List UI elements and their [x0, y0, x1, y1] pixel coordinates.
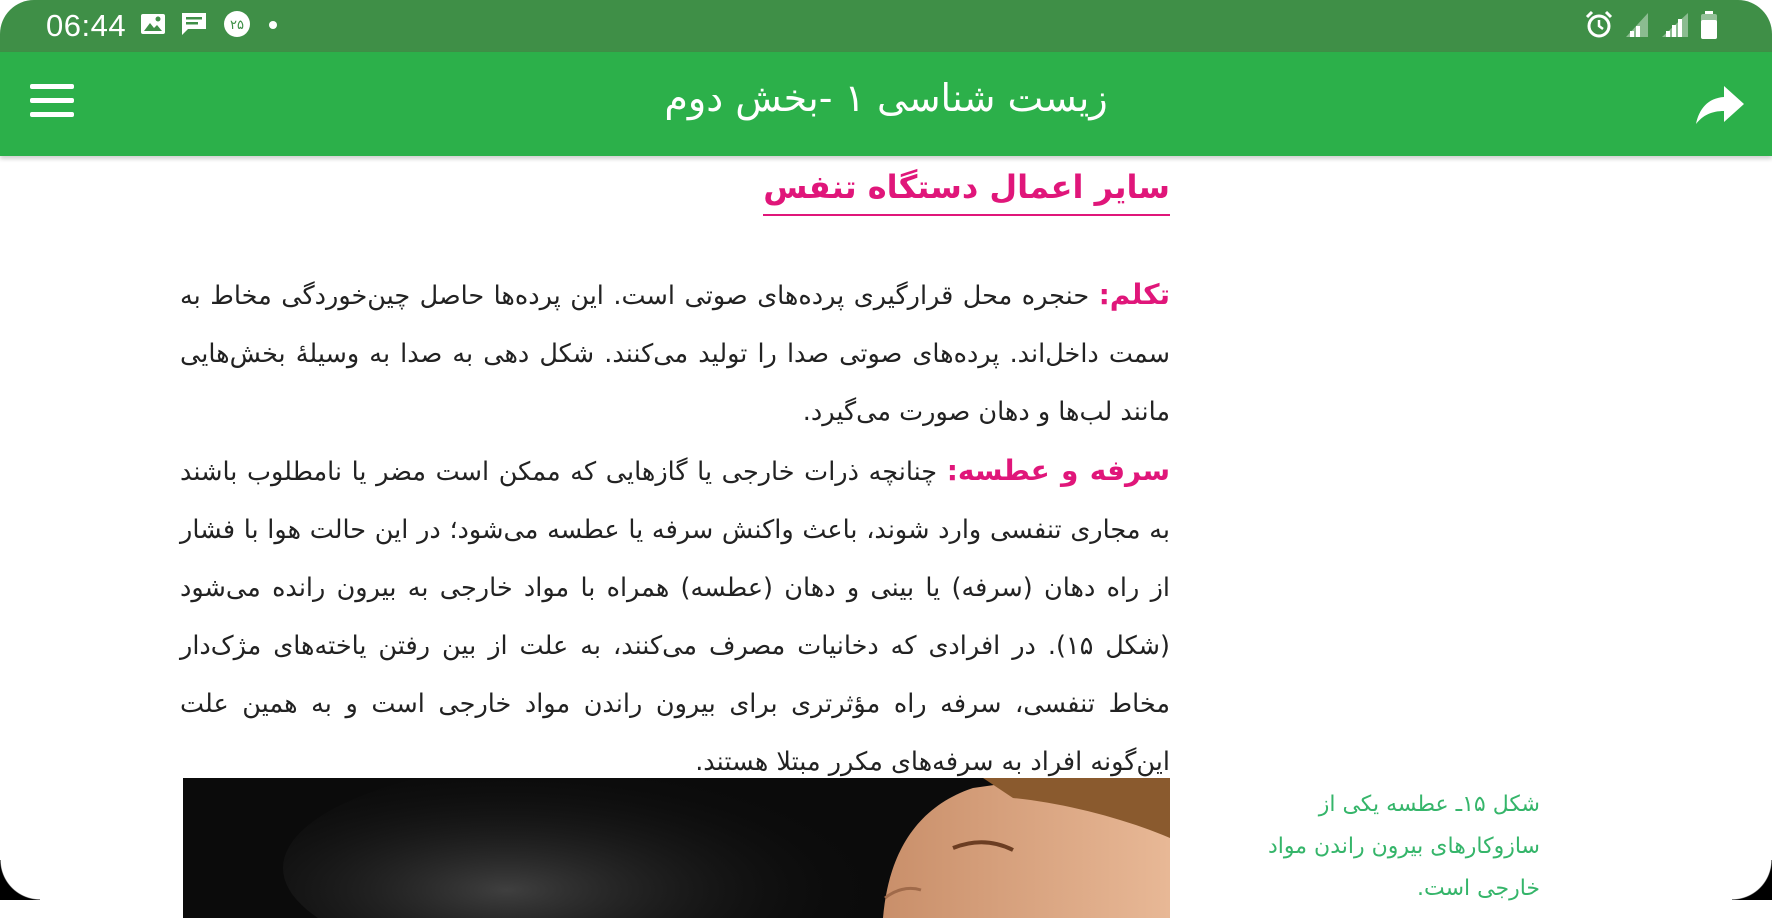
status-left-group: [46, 8, 280, 44]
paragraph-text: چنانچه ذرات خارجی یا گازهایی که ممکن است مضر یا نامطلوب باشند به مجاری تنفسی وارد شوند، باعث واکنش سرفه یا عطسه می‌شود؛ در این حالت هوا با فشار از راه دهان (سرفه) یا بینی و دهان (عطسه) همراه با مواد خارجی به بیرون رانده می‌شود (شکل ۱۵). در افرادی که دخانیات مصرف می‌کنند، به علت از بین رفتن یاخته‌های مژک‌دار مخاط تنفسی، سرفه راه مؤثرتری برای بیرون راندن مواد خارجی است و به همین علت این‌گونه افراد به سرفه‌های مکرر مبتلا هستند.: [180, 456, 1170, 777]
section-title: سایر اعمال دستگاه تنفس: [763, 168, 1170, 216]
battery-icon: [1700, 10, 1718, 44]
paragraph-text: حنجره محل قرارگیری پرده‌های صوتی است. این پرده‌ها حاصل چین‌خوردگی مخاط به سمت داخل‌اند. پرده‌های صوتی صدا را تولید می‌کنند. شکل دهی به صدا به وسیلهٔ بخش‌هایی مانند لب‌ها و دهان صورت می‌گیرد.: [180, 280, 1170, 427]
paragraph-cough-sneeze: [180, 442, 1170, 791]
content-area: [0, 156, 1772, 900]
app-bar: [0, 52, 1772, 156]
screen-corner: [0, 860, 40, 900]
image-icon: [140, 12, 166, 40]
paragraph-speech: [180, 266, 1170, 441]
status-right-group: [1584, 10, 1718, 44]
paragraph-lead: سرفه و عطسه:: [946, 453, 1170, 487]
alarm-icon: [1584, 10, 1614, 44]
share-icon[interactable]: [1692, 82, 1748, 128]
figure-caption: شکل ۱۵ـ عطسه یکی از سازوکارهای بیرون راندن مواد خارجی است.: [1268, 792, 1540, 901]
svg-text:۲۵: ۲۵: [230, 18, 245, 33]
paragraph-lead: تکلم:: [1098, 277, 1170, 311]
sneeze-photo: [183, 778, 1170, 918]
dot-icon: [266, 17, 280, 36]
status-bar: [0, 0, 1772, 52]
screen-corner: [1732, 860, 1772, 900]
message-icon: [180, 11, 208, 41]
badge-icon: [222, 9, 252, 43]
signal-icon: [1660, 11, 1690, 43]
page-title: زیست شناسی ۱ -بخش دوم: [664, 76, 1108, 120]
signal-weak-icon: [1624, 11, 1650, 43]
status-time: 06:44: [46, 8, 127, 43]
